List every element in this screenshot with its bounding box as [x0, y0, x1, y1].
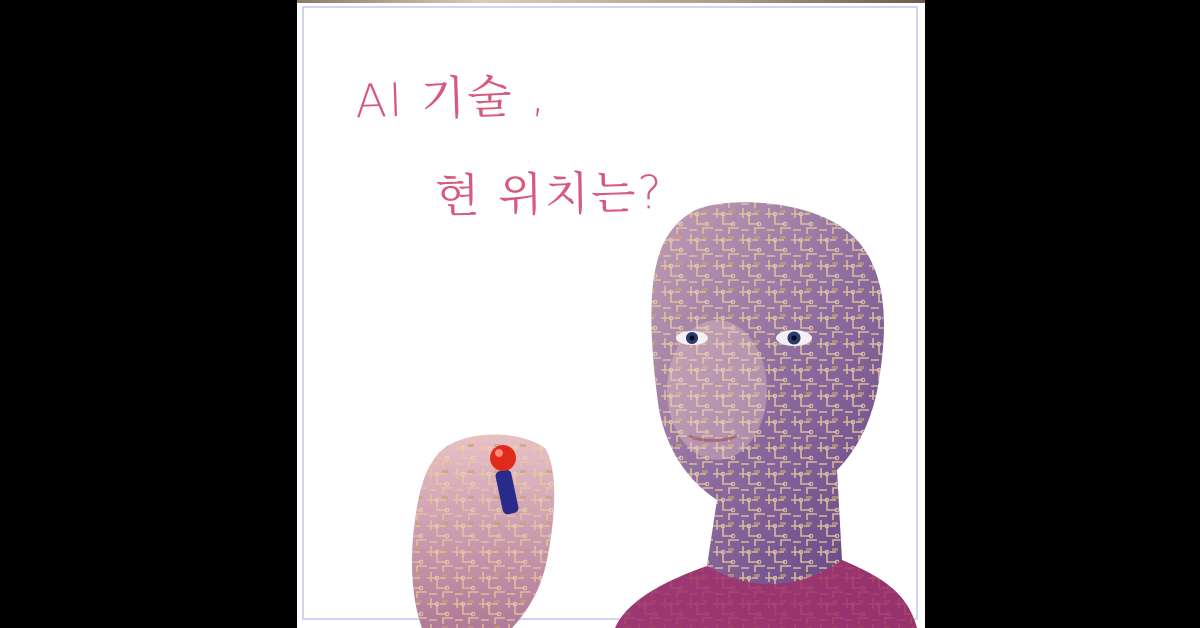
right-black-bar	[925, 0, 1200, 628]
headline-line-1: AI 기술 ,	[354, 67, 548, 129]
woman-figure	[597, 190, 925, 628]
left-black-bar	[0, 0, 297, 628]
headline-line-2: 현 위치는?	[434, 165, 665, 223]
circuit-woman-illustration	[297, 0, 925, 628]
hand-holding-marker	[397, 420, 567, 628]
illustration-panel	[297, 0, 925, 628]
